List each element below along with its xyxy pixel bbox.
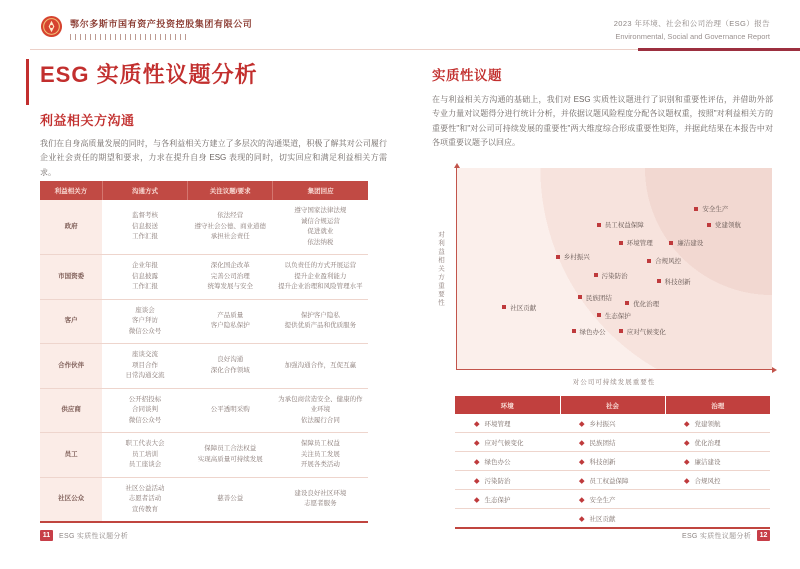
topic-label: 污染防治 — [484, 477, 511, 485]
point-marker-icon — [669, 241, 673, 245]
point-marker-icon — [707, 223, 711, 227]
topic-label: 社区贡献 — [589, 515, 616, 523]
category-row — [455, 433, 770, 452]
diamond-bullet-icon — [684, 478, 689, 483]
point-label: 乡村振兴 — [563, 254, 590, 262]
stakeholder-name-cell: 市国资委 — [40, 255, 102, 300]
point-label: 绿色办公 — [579, 328, 606, 336]
diamond-bullet-icon — [579, 497, 584, 502]
category-topic-cell — [665, 490, 770, 509]
topic-label: 环境管理 — [484, 420, 511, 428]
matrix-plot — [456, 168, 772, 370]
matrix-point — [594, 271, 628, 280]
header-divider — [30, 48, 800, 51]
topics-cell: 保障员工合法权益 实现高质量可持续发展 — [188, 433, 273, 478]
topic-label: 科技创新 — [589, 458, 616, 466]
page-header — [40, 15, 252, 40]
responses-cell: 遵守国家法律法规 诚信合规运营 促进就业 依法纳税 — [294, 207, 347, 246]
category-topic-cell — [455, 433, 560, 452]
channels-cell: 社区公益活动 志愿者活动 宣传教育 — [102, 477, 187, 522]
topic-label: 安全生产 — [589, 496, 616, 504]
matrix-point — [657, 277, 691, 286]
page-title: ESG 实质性议题分析 — [40, 62, 258, 87]
stakeholder-intro-paragraph: 我们在自身高质量发展的同时，与各利益相关方建立了多层次的沟通渠道，积极了解其对公司履行企业社会责任的期望和要求，力求在提升自身 ESG 表现的同时，切实回应和满足利益相关方需求。 — [40, 139, 387, 177]
y-axis-arrow-icon — [454, 163, 460, 168]
category-topic-cell — [455, 452, 560, 471]
company-logo-icon — [40, 15, 63, 38]
point-marker-icon — [694, 207, 698, 211]
responses-cell: 保障员工权益 关注员工发展 开展各类活动 — [273, 433, 368, 478]
diamond-bullet-icon — [684, 421, 689, 426]
topics-cell: 良好沟通 深化合作领域 — [188, 344, 273, 389]
column-header-channels: 沟通方式 — [102, 181, 187, 200]
topic-label: 乡村振兴 — [589, 420, 616, 428]
point-label: 廉洁建设 — [677, 240, 704, 248]
topic-label: 优化治理 — [694, 439, 721, 447]
category-topic-cell — [560, 433, 665, 452]
category-topic-cell — [560, 490, 665, 509]
report-title-en: Environmental, Social and Governance Report — [615, 32, 770, 41]
category-topic-cell — [665, 471, 770, 490]
point-marker-icon — [556, 255, 560, 259]
channels-cell: 企业年报 信息披露 工作汇报 — [102, 255, 187, 300]
point-label: 科技创新 — [664, 278, 691, 286]
channels-cell: 座谈交流 项目合作 日常沟通交流 — [102, 344, 187, 389]
point-marker-icon — [597, 313, 601, 317]
topic-label: 廉洁建设 — [694, 458, 721, 466]
topic-label: 党建领航 — [694, 420, 721, 428]
matrix-point — [707, 220, 741, 229]
category-row — [455, 509, 770, 529]
column-header-governance: 治理 — [665, 396, 770, 414]
diamond-bullet-icon — [474, 440, 479, 445]
topics-cell: 深化国企改革 完善公司治理 统筹发展与安全 — [188, 255, 273, 300]
stakeholder-table-body — [40, 200, 368, 522]
matrix-point — [556, 252, 590, 261]
diamond-bullet-icon — [579, 440, 584, 445]
category-topic-cell — [665, 509, 770, 529]
stakeholder-row — [40, 344, 368, 389]
category-topic-cell — [560, 414, 665, 433]
point-label: 生态保护 — [604, 312, 631, 320]
diamond-bullet-icon — [474, 421, 479, 426]
column-header-stakeholder: 利益相关方 — [40, 181, 102, 200]
material-topics-intro-paragraph: 在与利益相关方沟通的基础上，我们对 ESG 实质性议题进行了识别和重要性评估，并借助外部专业力量对议题得分进行统计分析，并依据议题风险程度分配各议题权重，按照"对利益相关方的重要性"和"对公司可持续发展的重要性"两大维度综合形成重要性矩阵，并据此结果在本报告中对各项重要议题予以回应。 — [432, 95, 773, 148]
topic-label: 合规风控 — [694, 477, 721, 485]
report-title-zh: 2023 年环境、社会和公司治理（ESG）报告 — [613, 19, 770, 28]
point-marker-icon — [619, 329, 623, 333]
point-label: 应对气候变化 — [626, 328, 666, 336]
diamond-bullet-icon — [684, 440, 689, 445]
stakeholder-row — [40, 255, 368, 300]
matrix-y-axis-label: 对利益相关方重要性 — [437, 230, 444, 308]
company-name: 鄂尔多斯市国有资产投资控股集团有限公司 — [70, 19, 253, 29]
category-topic-cell — [560, 452, 665, 471]
point-marker-icon — [597, 223, 601, 227]
column-header-topics: 关注议题/要求 — [188, 181, 273, 200]
column-header-environment: 环境 — [455, 396, 560, 414]
category-topic-cell — [455, 414, 560, 433]
point-label: 民族团结 — [585, 294, 612, 302]
footer-right — [682, 530, 770, 541]
header-divider-accent — [638, 48, 800, 51]
category-row — [455, 490, 770, 509]
topic-label: 员工权益保障 — [589, 477, 629, 485]
point-label: 合规风控 — [655, 258, 682, 266]
category-topic-cell — [665, 414, 770, 433]
matrix-point — [619, 327, 666, 336]
materiality-matrix-chart — [432, 156, 772, 394]
point-label: 优化治理 — [633, 300, 660, 308]
matrix-point — [694, 204, 728, 213]
section-title-stakeholder-communication: 利益相关方沟通 — [40, 113, 135, 128]
point-marker-icon — [572, 329, 576, 333]
matrix-point — [502, 303, 536, 312]
matrix-point — [619, 238, 653, 247]
point-label: 环境管理 — [626, 240, 653, 248]
category-table-header-row — [455, 396, 770, 414]
responses-cell: 以负责任的方式开展运营 提升企业盈利能力 提升企业治理和风险管理水平 — [273, 255, 368, 300]
channels-cell: 职工代表大会 员工培训 员工座谈会 — [102, 433, 187, 478]
esg-category-table — [455, 396, 770, 529]
responses-cell: 为承包商营造安全、健康的作业环境 依法履行合同 — [273, 388, 368, 433]
section-title-material-topics: 实质性议题 — [432, 68, 502, 83]
matrix-point — [647, 256, 681, 265]
point-label: 安全生产 — [702, 206, 729, 214]
category-row — [455, 471, 770, 490]
matrix-x-axis-label: 对公司可持续发展重要性 — [572, 379, 656, 386]
topic-label: 绿色办公 — [484, 458, 511, 466]
category-topic-cell — [455, 490, 560, 509]
point-marker-icon — [578, 295, 582, 299]
stakeholder-row — [40, 477, 368, 522]
stakeholder-name-cell: 政府 — [40, 200, 102, 255]
diamond-bullet-icon — [474, 459, 479, 464]
matrix-point — [597, 311, 631, 320]
point-label: 污染防治 — [601, 272, 628, 280]
stakeholder-row — [40, 299, 368, 344]
x-axis-arrow-icon — [772, 367, 777, 373]
point-marker-icon — [647, 259, 651, 263]
diamond-bullet-icon — [474, 497, 479, 502]
point-marker-icon — [619, 241, 623, 245]
stakeholder-table — [40, 181, 368, 523]
column-header-responses: 集团回应 — [273, 181, 368, 200]
page-number-badge: 11 — [40, 530, 53, 541]
matrix-point — [578, 293, 612, 302]
category-row — [455, 452, 770, 471]
matrix-point — [625, 299, 659, 308]
channels-cell: 监督考核 信息报送 工作汇报 — [131, 212, 158, 241]
stakeholder-name-cell: 社区公众 — [40, 477, 102, 522]
point-marker-icon — [594, 273, 598, 277]
responses-cell: 加强沟通合作，互促互赢 — [273, 344, 368, 389]
topics-cell: 产品质量 客户隐私保护 — [188, 299, 273, 344]
stakeholder-name-cell: 员工 — [40, 433, 102, 478]
topic-label: 应对气候变化 — [484, 439, 524, 447]
point-label: 党建领航 — [715, 222, 741, 230]
category-topic-cell — [560, 509, 665, 529]
diamond-bullet-icon — [579, 421, 584, 426]
point-marker-icon — [625, 301, 629, 305]
diamond-bullet-icon — [579, 459, 584, 464]
column-header-social: 社会 — [560, 396, 665, 414]
matrix-point — [572, 327, 606, 336]
point-label: 社区贡献 — [510, 304, 537, 312]
category-topic-cell — [665, 452, 770, 471]
matrix-point — [669, 238, 703, 247]
category-row — [455, 414, 770, 433]
category-topic-cell — [455, 471, 560, 490]
stakeholder-name-cell: 客户 — [40, 299, 102, 344]
point-label: 员工权益保障 — [604, 222, 644, 230]
category-table-body — [455, 414, 770, 528]
topic-label: 生态保护 — [484, 496, 511, 504]
stakeholder-row — [40, 200, 368, 255]
diamond-bullet-icon — [579, 516, 584, 521]
matrix-point — [597, 220, 644, 229]
stakeholder-name-cell: 供应商 — [40, 388, 102, 433]
channels-cell: 座谈会 客户拜访 微信公众号 — [102, 299, 187, 344]
footer-left — [40, 530, 128, 541]
point-marker-icon — [657, 279, 661, 283]
category-topic-cell — [455, 509, 560, 529]
responses-cell: 建设良好社区环境 志愿者服务 — [273, 477, 368, 522]
channels-cell: 公开招投标 合同谈判 微信公众号 — [102, 388, 187, 433]
diamond-bullet-icon — [474, 478, 479, 483]
footer-section-label: ESG 实质性议题分析 — [59, 532, 129, 540]
diamond-bullet-icon — [684, 459, 689, 464]
category-topic-cell — [560, 471, 665, 490]
topic-label: 民族团结 — [589, 439, 616, 447]
topics-cell: 公平透明采购 — [188, 388, 273, 433]
stakeholder-table-header-row — [40, 181, 368, 200]
stakeholder-name-cell: 合作伙伴 — [40, 344, 102, 389]
page-number-badge: 12 — [757, 530, 770, 541]
point-marker-icon — [502, 305, 506, 309]
category-topic-cell — [665, 433, 770, 452]
topics-cell: 慈善公益 — [188, 477, 273, 522]
stakeholder-row — [40, 433, 368, 478]
stakeholder-row — [40, 388, 368, 433]
responses-cell: 保护客户隐私 提供优质产品和优质服务 — [273, 299, 368, 344]
mongolian-script-decoration — [70, 34, 188, 40]
footer-section-label: ESG 实质性议题分析 — [681, 532, 751, 540]
diamond-bullet-icon — [579, 478, 584, 483]
title-accent-bar — [26, 59, 29, 105]
report-title-block — [614, 18, 770, 41]
topics-cell: 依法经营 遵守社会公德、商业道德 承担社会责任 — [194, 212, 266, 241]
